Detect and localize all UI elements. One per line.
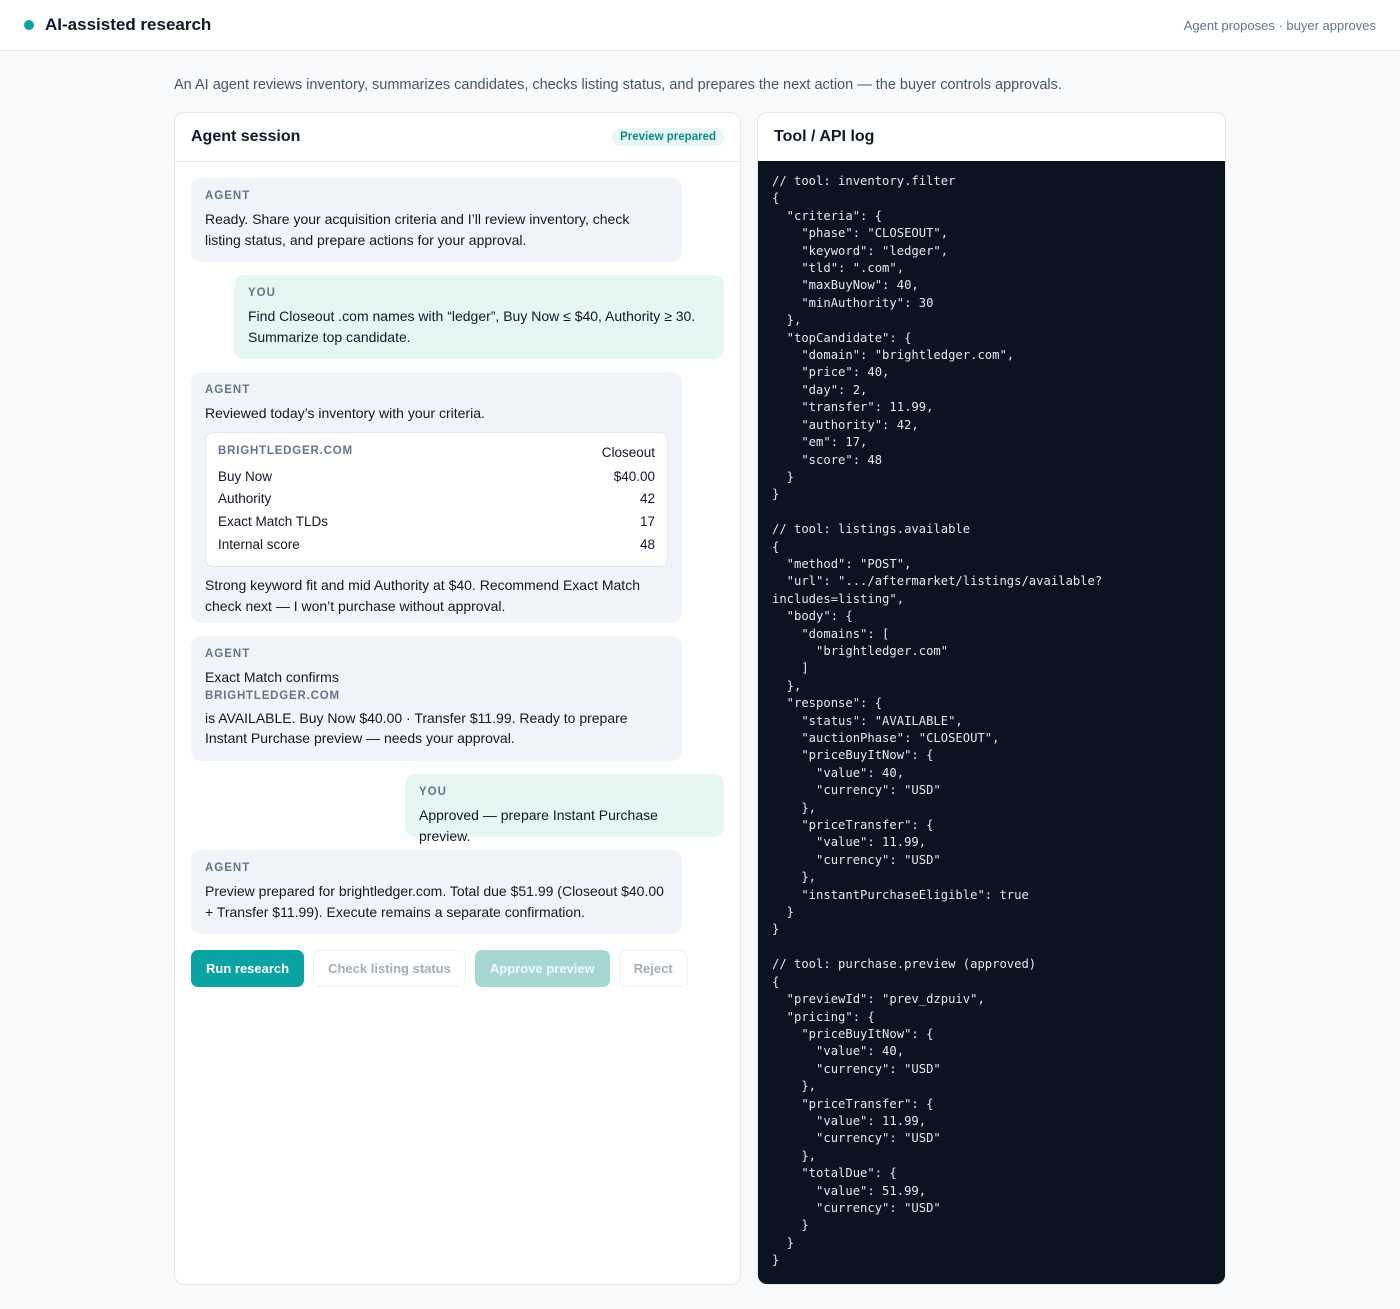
action-bar (191, 950, 688, 987)
tool-log-console[interactable] (758, 161, 1226, 1285)
agent-message (191, 372, 682, 623)
brand (24, 15, 211, 35)
row-value: 17 (639, 513, 655, 529)
message-text: Reviewed today’s inventory with your criteria. (205, 405, 485, 421)
status-dot-icon (24, 20, 34, 30)
candidate-phase: Closeout (601, 444, 655, 460)
tool-log-panel (757, 112, 1226, 1285)
check-listing-status-button[interactable]: Check listing status (313, 950, 466, 987)
agent-message (191, 178, 682, 262)
candidate-card (205, 432, 668, 568)
row-value: 42 (639, 491, 655, 507)
row-label: Internal score (218, 536, 300, 552)
run-research-button[interactable]: Run research (191, 950, 304, 987)
approve-preview-button[interactable]: Approve preview (475, 950, 610, 987)
message-role: AGENT (205, 862, 251, 874)
candidate-row (218, 511, 655, 534)
intro-text: An AI agent reviews inventory, summarizes candidates, checks listing status, and prepares the next action — the buyer controls approvals. (174, 77, 1062, 93)
tool-log-content: // tool: inventory.filter { "criteria": { "phase": "CLOSEOUT", "keyword": "ledger", "tld": ".com", "maxBuyNow": 40, "minAuthority": 30 }, "topCandidate": { "domain": "brightledger.com", "price": 40, "day": 2, "transfer": 11.99, "authority": 42, "em": 17, "score": 48 } } // tool: listings.available { "method": "POST", "url": ".../aftermarket/listings/available? includes=listing", "body": { "domains": [ "brightledger.com" ] }, "response": { "status": "AVAILABLE", "auctionPhase": "CLOSEOUT", "priceBuyItNow": { "value": 40, "currency": "USD" }, "priceTransfer": { "value": 11.99, "currency": "USD" }, "instantPurchaseEligible": true } } // tool: purchase.preview (approved) { "previewId": "prev_dzpuiv", "pricing": { "priceBuyItNow": { "value": 40, "currency": "USD" }, "priceTransfer": { "value": 11.99, "currency": "USD" }, "totalDue": { "value": 51.99, "currency": "USD" } } } (772, 174, 1103, 1268)
message-text: Ready. Share your acquisition criteria and I’ll review inventory, check listing status, and prepare actions for your approval. (205, 211, 630, 248)
tagline: Agent proposes · buyer approves (1183, 17, 1376, 33)
reject-button[interactable]: Reject (619, 950, 688, 987)
message-role: AGENT (205, 384, 251, 396)
row-value: 48 (639, 536, 655, 552)
message-text: Find Closeout .com names with “ledger”, Buy Now ≤ $40, Authority ≥ 30. Summarize top candidate. (248, 308, 696, 345)
message-text: Exact Match confirms (205, 669, 339, 685)
user-message (405, 774, 724, 844)
message-text-after: Strong keyword fit and mid Authority at $40. Recommend Exact Match check next — I won’t purchase without approval. (205, 577, 640, 614)
agent-session-header (175, 113, 740, 162)
status-badge: Preview prepared (612, 128, 724, 146)
top-bar (0, 0, 1400, 51)
app-title: AI-assisted research (45, 15, 212, 34)
message-role: AGENT (205, 648, 251, 660)
message-role: AGENT (205, 190, 251, 202)
agent-session-title: Agent session (191, 128, 301, 145)
tool-log-header (758, 113, 1225, 162)
message-text: Approved — prepare Instant Purchase preview. (419, 807, 658, 844)
candidate-domain: BRIGHTLEDGER.COM (218, 444, 353, 457)
message-role: YOU (248, 287, 276, 299)
user-message (234, 275, 724, 359)
candidate-row (218, 466, 655, 489)
agent-session-panel (174, 112, 741, 1285)
row-label: Authority (218, 491, 272, 507)
message-role: YOU (419, 786, 447, 798)
message-domain: BRIGHTLEDGER.COM (205, 689, 340, 702)
row-value: $40.00 (613, 468, 655, 484)
message-text: Preview prepared for brightledger.com. Total due $51.99 (Closeout $40.00 + Transfer $11.99). Execute remains a separate confirmation. (205, 883, 664, 920)
agent-message (191, 850, 682, 934)
row-label: Buy Now (218, 468, 273, 484)
candidate-row (218, 534, 655, 557)
row-label: Exact Match TLDs (218, 513, 329, 529)
message-text-after: is AVAILABLE. Buy Now $40.00 · Transfer $11.99. Ready to prepare Instant Purchase preview — needs your approval. (205, 709, 628, 746)
candidate-row (218, 488, 655, 511)
candidate-card-header (218, 445, 655, 460)
agent-message (191, 636, 682, 761)
tool-log-title: Tool / API log (774, 128, 875, 145)
